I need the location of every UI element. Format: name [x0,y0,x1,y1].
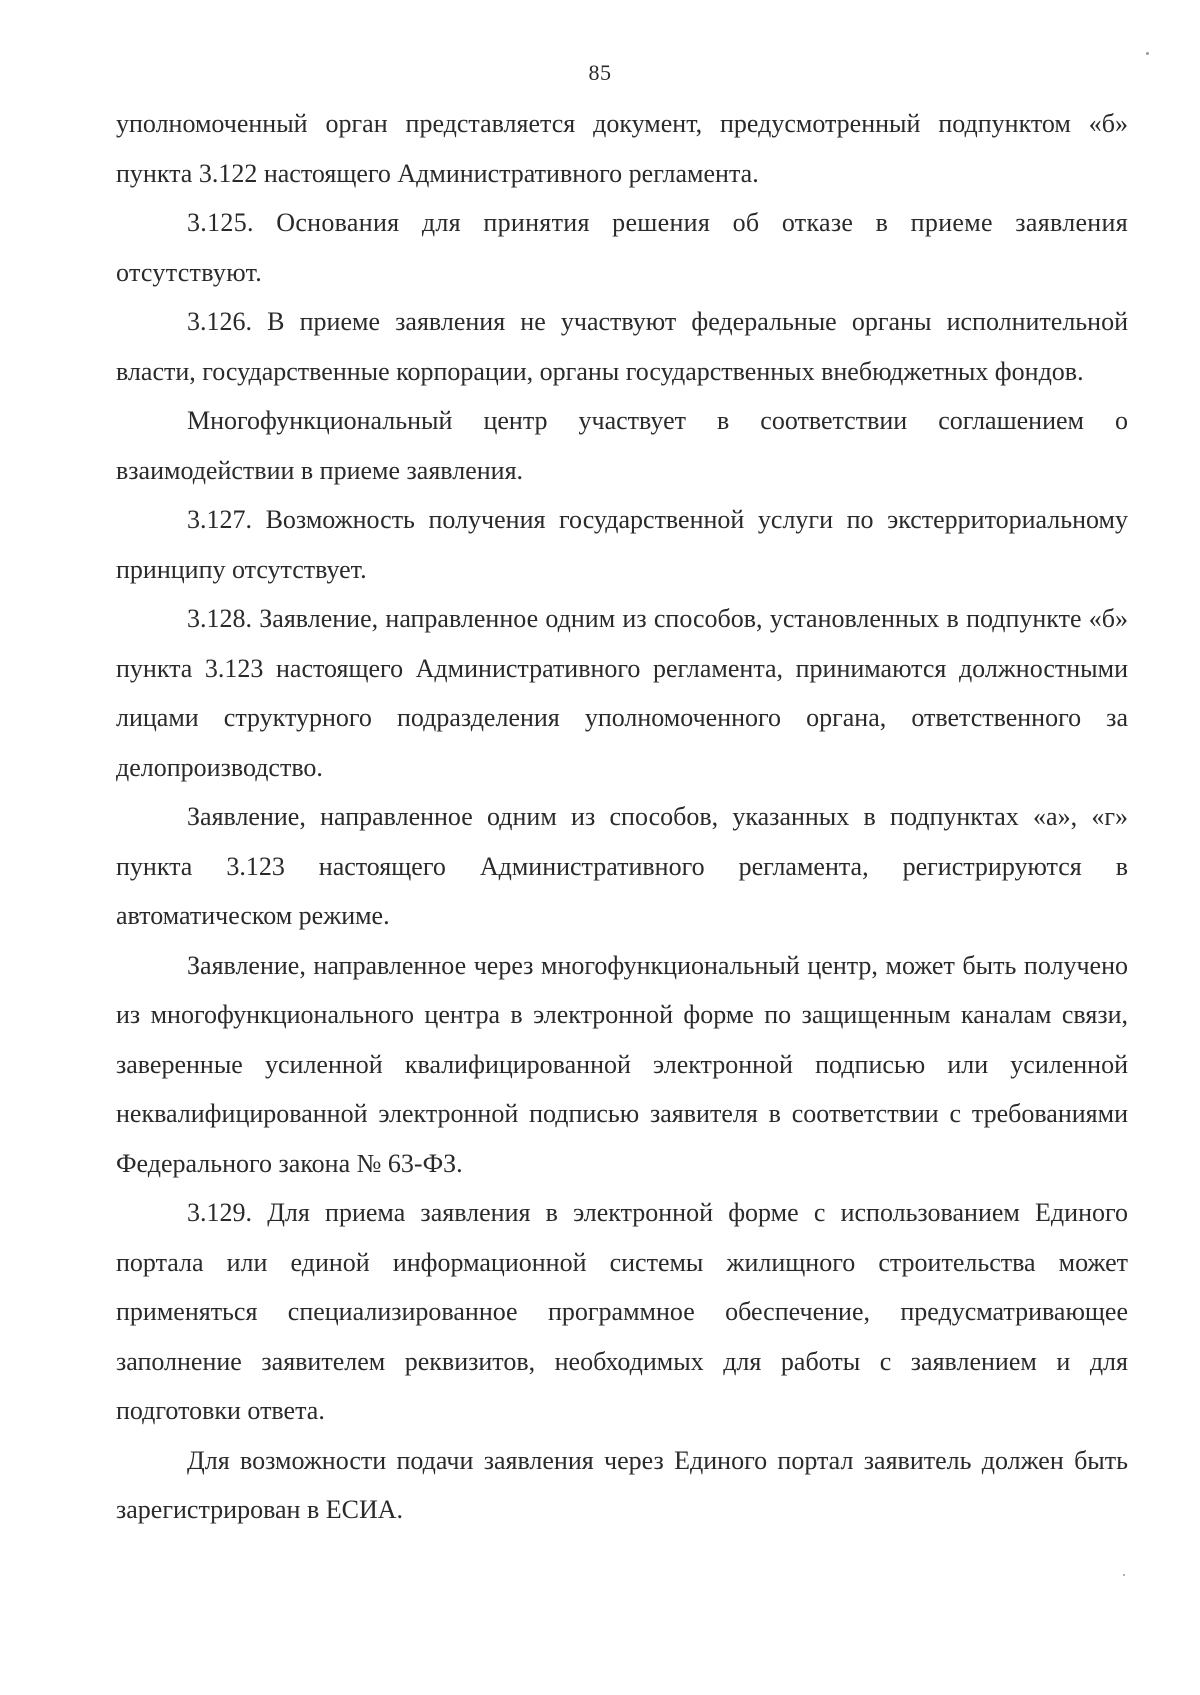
paragraph-3-127: 3.127. Возможность получения государственной услуги по экстерриториальному принципу отсутствует. [116,505,1128,584]
scan-speck [1146,52,1149,55]
paragraph-esia-registration: Для возможности подачи заявления через Единого портал заявитель должен быть зарегистрирован в ЕСИА. [116,1445,1128,1524]
paragraph-mfc-participation: Многофункциональный центр участвует в соответствии соглашением о взаимодействии в приеме заявления. [116,406,1128,485]
paragraph-3-126: 3.126. В приеме заявления не участвуют федеральные органы исполнительной власти, государственные корпорации, органы государственных внебюджетных фондов. [116,307,1128,386]
paragraph-3-128: 3.128. Заявление, направленное одним из способов, установленных в подпункте «б» пункта 3.123 настоящего Административного регламента, принимаются должностными лицами структурного подразделения уполномоченного органа, ответственного за делопроизводство. [116,604,1128,782]
paragraph-auto-registration: Заявление, направленное одним из способов, указанных в подпунктах «а», «г» пункта 3.123 настоящего Административного регламента, регистрируются в автоматическом режиме. [116,802,1128,930]
paragraph-mfc-electronic: Заявление, направленное через многофункциональный центр, может быть получено из многофункционального центра в электронной форме по защищенным каналам связи, заверенные усиленной квалифицированной электронной подписью или усиленной неквалифицированной электронной подписью заявителя в соответствии с требованиями Федерального закона № 63-ФЗ. [116,950,1128,1178]
body-text [116,99,1128,1535]
paragraph-3-129: 3.129. Для приема заявления в электронной форме с использованием Единого портала или единой информационной системы жилищного строительства может применяться специализированное программное обеспечение, предусматривающее заполнение заявителем реквизитов, необходимых для работы с заявлением и для подготовки ответа. [116,1198,1128,1425]
scan-speck [1123,1574,1125,1576]
page-number: 85 [588,60,612,85]
paragraph-3-125: 3.125. Основания для принятия решения об отказе в приеме заявления отсутствуют. [116,208,1128,287]
paragraph-continuation: уполномоченный орган представляется документ, предусмотренный подпунктом «б» пункта 3.122 настоящего Административного регламента. [116,109,1128,188]
